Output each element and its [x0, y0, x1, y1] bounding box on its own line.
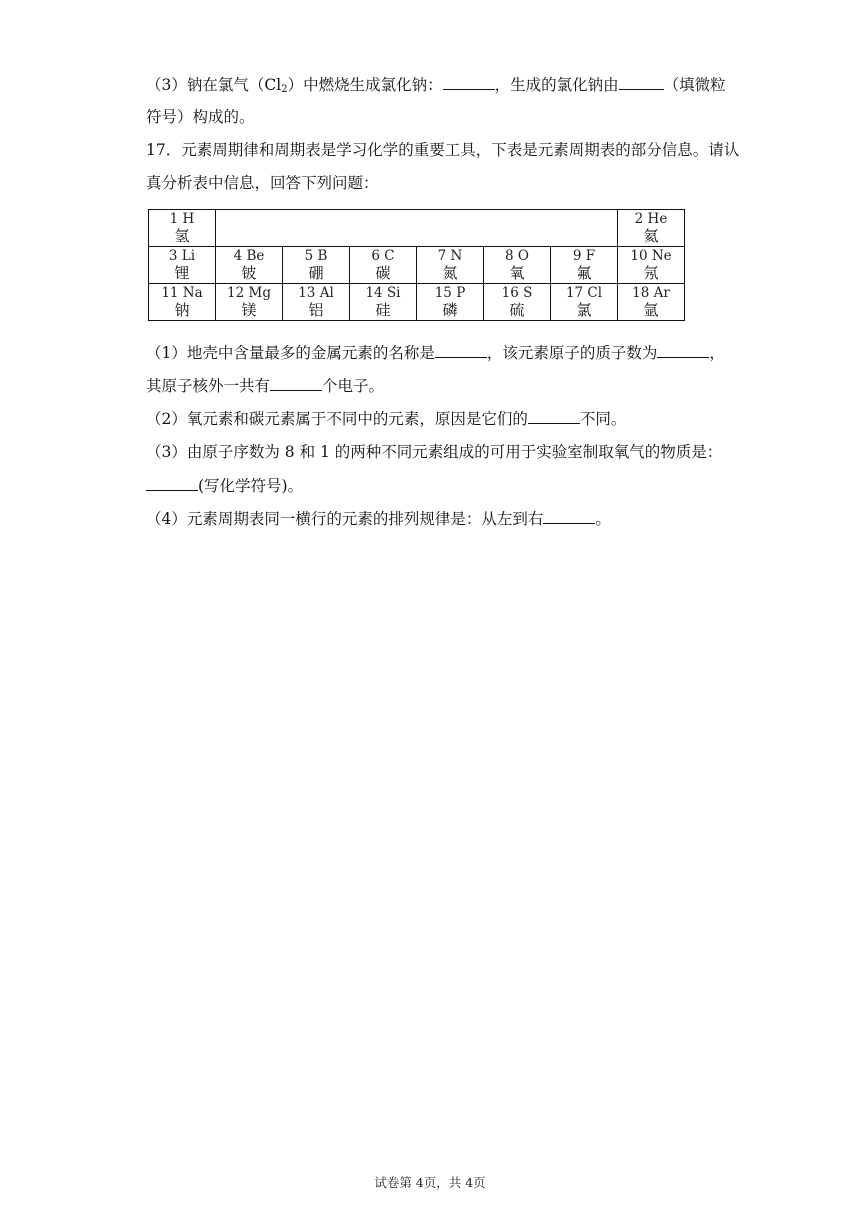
element-cell — [216, 284, 283, 321]
element-symbol: 12 Mg — [227, 285, 271, 301]
q17-4-text-b: 。 — [595, 510, 611, 528]
element-name: 氮 — [442, 264, 458, 282]
element-symbol: 1 H — [169, 211, 195, 227]
q17-1-text-c: ， — [709, 344, 725, 362]
element-name: 铍 — [241, 264, 257, 282]
element-symbol: 3 Li — [168, 248, 196, 264]
q17-1-text-d: 其原子核外一共有 — [146, 377, 271, 395]
element-cell — [149, 284, 216, 321]
subscript-2: 2 — [281, 84, 288, 95]
element-symbol: 2 He — [634, 211, 668, 227]
q17-part3-line1: （3）由原子序数为 8 和 1 的两种不同元素组成的可用于实验室制取氧气的物质是： — [146, 443, 723, 461]
q17-part1-line2 — [146, 376, 384, 396]
element-cell — [417, 247, 484, 284]
element-cell — [283, 284, 350, 321]
element-name: 碳 — [375, 264, 391, 282]
element-name: 镁 — [241, 301, 257, 319]
element-name: 硫 — [509, 301, 525, 319]
element-symbol: 6 C — [371, 248, 395, 264]
q17-intro-line2: 真分析表中信息，回答下列问题： — [146, 174, 379, 192]
q17-intro-line1: 17．元素周期律和周期表是学习化学的重要工具，下表是元素周期表的部分信息。请认 — [146, 141, 740, 159]
empty-gap-cell — [216, 210, 618, 247]
element-symbol: 4 Be — [233, 248, 265, 264]
element-symbol: 15 P — [434, 285, 466, 301]
q17-part4 — [146, 509, 611, 529]
element-cell-he — [618, 210, 685, 247]
answer-blank[interactable] — [619, 75, 664, 90]
element-symbol: 7 N — [437, 248, 463, 264]
element-symbol: 9 F — [572, 248, 596, 264]
element-cell — [551, 247, 618, 284]
q16-part3-line1 — [146, 75, 726, 100]
element-name: 氯 — [576, 301, 592, 319]
q17-3-text-b: (写化学符号)。 — [198, 477, 304, 495]
element-symbol: 11 Na — [161, 285, 203, 301]
element-name: 氟 — [576, 264, 592, 282]
q16-3-text-a: （3）钠在氯气（Cl — [146, 76, 282, 94]
q16-3-text-c: ，生成的氯化钠由 — [494, 76, 619, 94]
element-name: 磷 — [442, 301, 458, 319]
element-symbol: 10 Ne — [630, 248, 672, 264]
element-name: 硅 — [375, 301, 391, 319]
element-name: 氩 — [643, 301, 659, 319]
q17-2-text-a: （2）氧元素和碳元素属于不同中的元素，原因是它们的 — [146, 410, 528, 428]
element-cell — [283, 247, 350, 284]
q17-1-text-e: 个电子。 — [322, 377, 385, 395]
element-cell — [350, 284, 417, 321]
q17-4-text-a: （4）元素周期表同一横行的元素的排列规律是：从左到右 — [146, 510, 544, 528]
table-row — [149, 284, 685, 321]
q17-part3-line2 — [146, 476, 303, 496]
element-cell — [216, 247, 283, 284]
q17-2-text-b: 不同。 — [579, 410, 627, 428]
q17-part1-line1 — [146, 343, 725, 363]
element-name: 铝 — [308, 301, 324, 319]
element-name: 氖 — [643, 264, 659, 282]
element-symbol: 14 Si — [365, 285, 401, 301]
q16-3-text-b: ）中燃烧生成氯化钠： — [287, 76, 443, 94]
q17-1-text-a: （1）地壳中含量最多的金属元素的名称是 — [146, 344, 435, 362]
element-symbol: 18 Ar — [632, 285, 670, 301]
element-name: 锂 — [174, 264, 190, 282]
page-footer: 试卷第 4页，共 4页 — [374, 1175, 486, 1190]
element-name: 钠 — [174, 301, 190, 319]
table-row — [149, 210, 685, 247]
answer-blank[interactable] — [657, 343, 709, 358]
answer-blank[interactable] — [443, 75, 495, 90]
element-name: 氢 — [174, 227, 190, 245]
answer-blank[interactable] — [435, 343, 487, 358]
element-symbol: 17 Cl — [565, 285, 603, 301]
element-symbol: 5 B — [304, 248, 328, 264]
answer-blank[interactable] — [270, 376, 322, 391]
element-cell-h — [149, 210, 216, 247]
element-cell — [417, 284, 484, 321]
element-cell — [551, 284, 618, 321]
element-cell — [618, 284, 685, 321]
q16-3-text-d: （填微粒 — [663, 76, 726, 94]
element-cell — [484, 247, 551, 284]
answer-blank[interactable] — [528, 409, 580, 424]
q17-part2 — [146, 409, 626, 429]
element-cell — [149, 247, 216, 284]
element-symbol: 8 O — [505, 248, 529, 264]
element-name: 氧 — [509, 264, 525, 282]
answer-blank[interactable] — [543, 509, 595, 524]
element-name: 氦 — [643, 227, 659, 245]
element-symbol: 13 Al — [298, 285, 334, 301]
element-cell — [618, 247, 685, 284]
table-row — [149, 247, 685, 284]
element-cell — [350, 247, 417, 284]
element-symbol: 16 S — [501, 285, 533, 301]
q16-part3-line2: 符号）构成的。 — [146, 108, 255, 126]
periodic-table-excerpt — [148, 209, 685, 321]
q17-1-text-b: ，该元素原子的质子数为 — [486, 344, 658, 362]
element-cell — [484, 284, 551, 321]
answer-blank[interactable] — [146, 476, 198, 491]
element-name: 硼 — [308, 264, 324, 282]
